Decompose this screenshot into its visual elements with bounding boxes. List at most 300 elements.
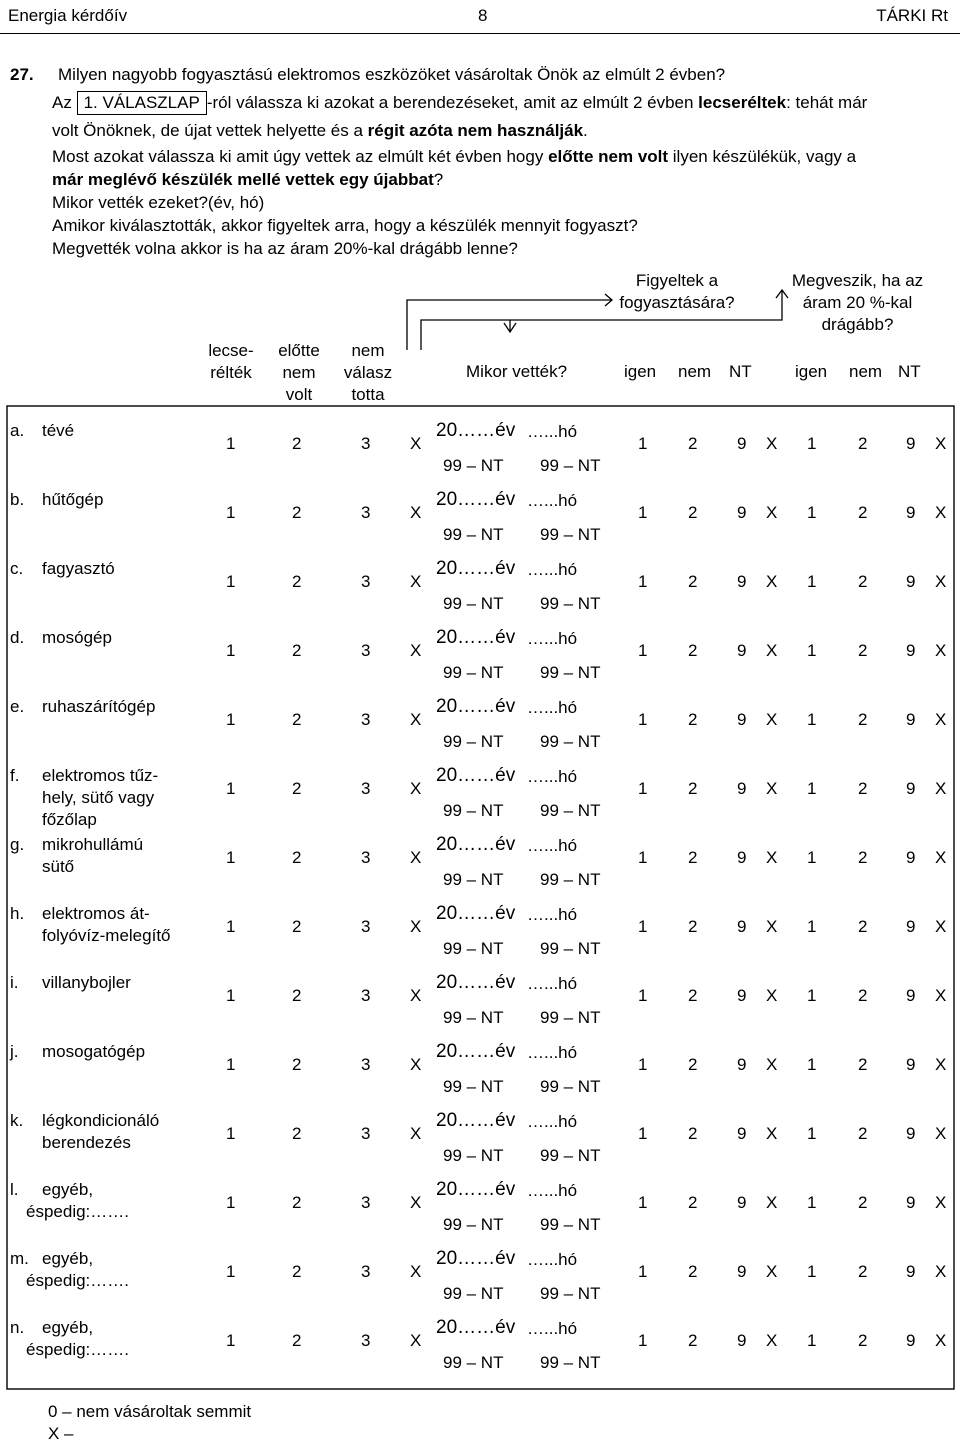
row-letter: d. [10, 628, 25, 647]
year-field[interactable]: 20……év [436, 972, 516, 993]
meg-code-x[interactable]: X [935, 434, 947, 453]
code-3[interactable]: 3 [361, 503, 371, 522]
column-header-figyeltek [612, 270, 742, 314]
meg-code-x[interactable]: X [935, 572, 947, 591]
meg-code-1[interactable]: 1 [807, 848, 817, 867]
year-field[interactable]: 20……év [436, 696, 516, 717]
code-3[interactable]: 3 [361, 434, 371, 453]
fig-code-9[interactable]: 9 [737, 1262, 747, 1281]
month-nt[interactable]: 99 – NT [540, 594, 601, 613]
fig-code-2[interactable]: 2 [688, 1331, 698, 1350]
fig-code-x[interactable]: X [766, 1124, 778, 1143]
month-nt[interactable]: 99 – NT [540, 456, 601, 475]
meg-code-2[interactable]: 2 [858, 779, 868, 798]
month-field[interactable]: …...hó [527, 905, 578, 924]
text: rélték [210, 363, 252, 382]
meg-code-x[interactable]: X [935, 1193, 947, 1212]
row-label: hely, sütő vagy [42, 788, 155, 807]
bold-lecsereltek: lecseréltek [698, 93, 787, 112]
row-label: elektromos át- [42, 904, 150, 923]
meg-code-2[interactable]: 2 [858, 1262, 868, 1281]
meg-code-9[interactable]: 9 [906, 917, 916, 936]
year-nt[interactable]: 99 – NT [443, 1077, 504, 1096]
code-2[interactable]: 2 [292, 1331, 302, 1350]
option-nt-2: NT [898, 362, 921, 381]
year-nt[interactable]: 99 – NT [443, 1284, 504, 1303]
month-field[interactable]: …...hó [527, 491, 578, 510]
month-nt[interactable]: 99 – NT [540, 939, 601, 958]
meg-code-1[interactable]: 1 [807, 779, 817, 798]
fig-code-1[interactable]: 1 [638, 1262, 648, 1281]
meg-code-2[interactable]: 2 [858, 848, 868, 867]
meg-code-9[interactable]: 9 [906, 1124, 916, 1143]
meg-code-9[interactable]: 9 [906, 572, 916, 591]
meg-code-1[interactable]: 1 [807, 572, 817, 591]
text: drágább? [821, 315, 894, 334]
row-letter: e. [10, 697, 25, 716]
year-field[interactable]: 20……év [436, 903, 516, 924]
row-label: folyóvíz-melegítő [42, 926, 171, 945]
meg-code-9[interactable]: 9 [906, 986, 916, 1005]
meg-code-9[interactable]: 9 [906, 434, 916, 453]
code-2[interactable]: 2 [292, 848, 302, 867]
year-field[interactable]: 20……év [436, 1179, 516, 1200]
fig-code-9[interactable]: 9 [737, 434, 747, 453]
year-field[interactable]: 20……év [436, 834, 516, 855]
month-field[interactable]: …...hó [527, 1112, 578, 1131]
code-x[interactable]: X [410, 1262, 422, 1281]
meg-code-9[interactable]: 9 [906, 848, 916, 867]
meg-code-2[interactable]: 2 [858, 917, 868, 936]
meg-code-1[interactable]: 1 [807, 1331, 817, 1350]
meg-code-2[interactable]: 2 [858, 641, 868, 660]
year-field[interactable]: 20……év [436, 420, 516, 441]
code-1[interactable]: 1 [226, 1055, 236, 1074]
month-field[interactable]: …...hó [527, 1043, 578, 1062]
code-3[interactable]: 3 [361, 1262, 371, 1281]
fig-code-2[interactable]: 2 [688, 1055, 698, 1074]
code-2[interactable]: 2 [292, 434, 302, 453]
meg-code-x[interactable]: X [935, 1055, 947, 1074]
code-3[interactable]: 3 [361, 1124, 371, 1143]
year-field[interactable]: 20……év [436, 1110, 516, 1131]
month-field[interactable]: …...hó [527, 560, 578, 579]
code-2[interactable]: 2 [292, 986, 302, 1005]
fig-code-x[interactable]: X [766, 1331, 778, 1350]
option-nem-2: nem [849, 362, 883, 381]
year-nt[interactable]: 99 – NT [443, 663, 504, 682]
text: fogyasztására? [619, 293, 735, 312]
meg-code-1[interactable]: 1 [807, 917, 817, 936]
code-1[interactable]: 1 [226, 572, 236, 591]
fig-code-1[interactable]: 1 [638, 572, 648, 591]
code-x[interactable]: X [410, 434, 422, 453]
meg-code-2[interactable]: 2 [858, 503, 868, 522]
row-letter: h. [10, 904, 25, 923]
meg-code-9[interactable]: 9 [906, 710, 916, 729]
code-2[interactable]: 2 [292, 641, 302, 660]
meg-code-x[interactable]: X [935, 779, 947, 798]
month-nt[interactable]: 99 – NT [540, 801, 601, 820]
text: volt [285, 385, 313, 404]
text: nem [282, 363, 316, 382]
year-field[interactable]: 20……év [436, 765, 516, 786]
bold-text: már meglévő készülék mellé vettek egy újabbat [52, 170, 434, 189]
code-1[interactable]: 1 [226, 1262, 236, 1281]
code-1[interactable]: 1 [226, 710, 236, 729]
meg-code-x[interactable]: X [935, 710, 947, 729]
question-number: 27. [10, 65, 34, 84]
month-field[interactable]: …...hó [527, 1319, 578, 1338]
month-field[interactable]: …...hó [527, 836, 578, 855]
code-2[interactable]: 2 [292, 779, 302, 798]
footer-code-x: X – [48, 1424, 74, 1443]
row-letter: g. [10, 835, 25, 854]
fig-code-x[interactable]: X [766, 986, 778, 1005]
code-3[interactable]: 3 [361, 572, 371, 591]
meg-code-1[interactable]: 1 [807, 986, 817, 1005]
fig-code-x[interactable]: X [766, 572, 778, 591]
fig-code-1[interactable]: 1 [638, 1124, 648, 1143]
year-field[interactable]: 20……év [436, 1041, 516, 1062]
option-nt-1: NT [729, 362, 752, 381]
question-line-8: Megvették volna akkor is ha az áram 20%-kal drágább lenne? [52, 239, 518, 258]
row-letter: a. [10, 421, 25, 440]
text: Figyeltek a [635, 271, 719, 290]
code-1[interactable]: 1 [226, 434, 236, 453]
meg-code-2[interactable]: 2 [858, 1331, 868, 1350]
code-2[interactable]: 2 [292, 1055, 302, 1074]
fig-code-2[interactable]: 2 [688, 986, 698, 1005]
fig-code-2[interactable]: 2 [688, 1262, 698, 1281]
code-x[interactable]: X [410, 917, 422, 936]
code-x[interactable]: X [410, 1124, 422, 1143]
code-x[interactable]: X [410, 848, 422, 867]
fig-code-1[interactable]: 1 [638, 779, 648, 798]
fig-code-1[interactable]: 1 [638, 1193, 648, 1212]
meg-code-9[interactable]: 9 [906, 1262, 916, 1281]
row-label: hűtőgép [42, 490, 104, 509]
code-x[interactable]: X [410, 1193, 422, 1212]
code-2[interactable]: 2 [292, 1124, 302, 1143]
month-nt[interactable]: 99 – NT [540, 732, 601, 751]
year-nt[interactable]: 99 – NT [443, 525, 504, 544]
fig-code-1[interactable]: 1 [638, 503, 648, 522]
year-nt[interactable]: 99 – NT [443, 801, 504, 820]
code-3[interactable]: 3 [361, 986, 371, 1005]
year-field[interactable]: 20……év [436, 1248, 516, 1269]
month-field[interactable]: …...hó [527, 974, 578, 993]
row-letter: i. [10, 973, 19, 992]
text: áram 20 %-kal [802, 293, 913, 312]
meg-code-2[interactable]: 2 [858, 1193, 868, 1212]
fig-code-9[interactable]: 9 [737, 848, 747, 867]
row-label: éspedig:……. [26, 1202, 129, 1221]
fig-code-9[interactable]: 9 [737, 917, 747, 936]
fig-code-1[interactable]: 1 [638, 1331, 648, 1350]
text: ? [433, 170, 444, 189]
month-field[interactable]: …...hó [527, 629, 578, 648]
header-left: Energia kérdőív [8, 6, 128, 25]
text: Most azokat válassza ki amit úgy vettek az elmúlt két évben hogy [52, 147, 549, 166]
fig-code-2[interactable]: 2 [688, 779, 698, 798]
meg-code-9[interactable]: 9 [906, 1055, 916, 1074]
meg-code-1[interactable]: 1 [807, 710, 817, 729]
month-field[interactable]: …...hó [527, 698, 578, 717]
fig-code-2[interactable]: 2 [688, 710, 698, 729]
code-x[interactable]: X [410, 1331, 422, 1350]
fig-code-9[interactable]: 9 [737, 1193, 747, 1212]
code-x[interactable]: X [410, 779, 422, 798]
meg-code-1[interactable]: 1 [807, 434, 817, 453]
month-nt[interactable]: 99 – NT [540, 525, 601, 544]
meg-code-2[interactable]: 2 [858, 986, 868, 1005]
code-1[interactable]: 1 [226, 848, 236, 867]
code-x[interactable]: X [410, 572, 422, 591]
code-2[interactable]: 2 [292, 1262, 302, 1281]
page-number: 8 [478, 6, 488, 25]
meg-code-2[interactable]: 2 [858, 1055, 868, 1074]
month-field[interactable]: …...hó [527, 422, 578, 441]
fig-code-9[interactable]: 9 [737, 1055, 747, 1074]
month-field[interactable]: …...hó [527, 767, 578, 786]
meg-code-9[interactable]: 9 [906, 1193, 916, 1212]
meg-code-1[interactable]: 1 [807, 1262, 817, 1281]
fig-code-2[interactable]: 2 [688, 503, 698, 522]
code-3[interactable]: 3 [361, 1055, 371, 1074]
row-letter: f. [10, 766, 20, 785]
month-nt[interactable]: 99 – NT [540, 1008, 601, 1027]
code-3[interactable]: 3 [361, 1193, 371, 1212]
meg-code-9[interactable]: 9 [906, 1331, 916, 1350]
meg-code-x[interactable]: X [935, 1262, 947, 1281]
code-x[interactable]: X [410, 710, 422, 729]
year-field[interactable]: 20……év [436, 489, 516, 510]
meg-code-x[interactable]: X [935, 986, 947, 1005]
fig-code-1[interactable]: 1 [638, 848, 648, 867]
code-3[interactable]: 3 [361, 641, 371, 660]
row-label: éspedig:……. [26, 1340, 129, 1359]
bold-text: előtte nem volt [548, 147, 669, 166]
question-title: Milyen nagyobb fogyasztású elektromos eszközöket vásároltak Önök az elmúlt 2 évben? [58, 65, 726, 84]
fig-code-x[interactable]: X [766, 641, 778, 660]
fig-code-2[interactable]: 2 [688, 917, 698, 936]
fig-code-9[interactable]: 9 [737, 641, 747, 660]
fig-code-9[interactable]: 9 [737, 503, 747, 522]
month-nt[interactable]: 99 – NT [540, 870, 601, 889]
month-field[interactable]: …...hó [527, 1181, 578, 1200]
text: válasz [343, 363, 393, 382]
meg-code-x[interactable]: X [935, 641, 947, 660]
fig-code-1[interactable]: 1 [638, 1055, 648, 1074]
meg-code-1[interactable]: 1 [807, 1055, 817, 1074]
row-label: mikrohullámú [42, 835, 144, 854]
code-2[interactable]: 2 [292, 1193, 302, 1212]
text-post: : tehát már [786, 93, 868, 112]
fig-code-x[interactable]: X [766, 1193, 778, 1212]
row-label: mosógép [42, 628, 112, 647]
row-letter: c. [10, 559, 24, 578]
year-nt[interactable]: 99 – NT [443, 594, 504, 613]
row-label: légkondicionáló [42, 1111, 160, 1130]
code-1[interactable]: 1 [226, 503, 236, 522]
code-1[interactable]: 1 [226, 917, 236, 936]
row-label: fagyasztó [42, 559, 115, 578]
code-2[interactable]: 2 [292, 917, 302, 936]
month-nt[interactable]: 99 – NT [540, 1146, 601, 1165]
fig-code-x[interactable]: X [766, 1262, 778, 1281]
code-1[interactable]: 1 [226, 986, 236, 1005]
fig-code-9[interactable]: 9 [737, 1331, 747, 1350]
code-1[interactable]: 1 [226, 1331, 236, 1350]
code-1[interactable]: 1 [226, 1124, 236, 1143]
row-label: éspedig:……. [26, 1271, 129, 1290]
row-label: egyéb, [42, 1318, 94, 1337]
text-az: Az [52, 93, 72, 112]
row-label: tévé [42, 421, 75, 440]
row-label: főzőlap [42, 810, 97, 829]
option-igen-2: igen [795, 362, 828, 381]
month-nt[interactable]: 99 – NT [540, 1215, 601, 1234]
meg-code-2[interactable]: 2 [858, 572, 868, 591]
year-nt[interactable]: 99 – NT [443, 1215, 504, 1234]
column-header-nem-valaszolta [333, 340, 403, 406]
fig-code-x[interactable]: X [766, 917, 778, 936]
meg-code-9[interactable]: 9 [906, 779, 916, 798]
year-nt[interactable]: 99 – NT [443, 1353, 504, 1372]
meg-code-9[interactable]: 9 [906, 503, 916, 522]
code-3[interactable]: 3 [361, 848, 371, 867]
meg-code-9[interactable]: 9 [906, 641, 916, 660]
year-nt[interactable]: 99 – NT [443, 456, 504, 475]
fig-code-2[interactable]: 2 [688, 848, 698, 867]
year-nt[interactable]: 99 – NT [443, 732, 504, 751]
row-label: sütő [42, 857, 75, 876]
code-1[interactable]: 1 [226, 641, 236, 660]
text: előtte [278, 341, 320, 360]
text-mid: -ról válassza ki azokat a berendezéseket, amit az elmúlt 2 évben [206, 93, 699, 112]
year-field[interactable]: 20……év [436, 558, 516, 579]
code-1[interactable]: 1 [226, 1193, 236, 1212]
row-label: elektromos tűz- [42, 766, 159, 785]
meg-code-1[interactable]: 1 [807, 503, 817, 522]
text: ilyen készülékük, vagy a [668, 147, 857, 166]
column-header-megveszik [785, 270, 930, 336]
code-1[interactable]: 1 [226, 779, 236, 798]
code-2[interactable]: 2 [292, 572, 302, 591]
meg-code-1[interactable]: 1 [807, 1124, 817, 1143]
fig-code-1[interactable]: 1 [638, 710, 648, 729]
code-2[interactable]: 2 [292, 710, 302, 729]
year-nt[interactable]: 99 – NT [443, 870, 504, 889]
year-nt[interactable]: 99 – NT [443, 1008, 504, 1027]
fig-code-1[interactable]: 1 [638, 434, 648, 453]
meg-code-1[interactable]: 1 [807, 1193, 817, 1212]
row-letter: b. [10, 490, 25, 509]
meg-code-2[interactable]: 2 [858, 1124, 868, 1143]
month-nt[interactable]: 99 – NT [540, 1284, 601, 1303]
row-label: ruhaszárítógép [42, 697, 156, 716]
year-field[interactable]: 20……év [436, 627, 516, 648]
text: volt Önöknek, de újat vettek helyette és a [52, 121, 368, 140]
fig-code-9[interactable]: 9 [737, 1124, 747, 1143]
fig-code-2[interactable]: 2 [688, 572, 698, 591]
fig-code-1[interactable]: 1 [638, 917, 648, 936]
code-3[interactable]: 3 [361, 779, 371, 798]
row-label: egyéb, [42, 1249, 94, 1268]
column-header-elotte-nem-volt [264, 340, 334, 406]
text: lecse- [208, 341, 254, 360]
text: nem [351, 341, 385, 360]
meg-code-x[interactable]: X [935, 848, 947, 867]
month-field[interactable]: …...hó [527, 1250, 578, 1269]
option-igen-1: igen [624, 362, 657, 381]
code-2[interactable]: 2 [292, 503, 302, 522]
month-nt[interactable]: 99 – NT [540, 1077, 601, 1096]
meg-code-x[interactable]: X [935, 1124, 947, 1143]
row-letter: j. [10, 1042, 19, 1061]
year-nt[interactable]: 99 – NT [443, 1146, 504, 1165]
fig-code-9[interactable]: 9 [737, 572, 747, 591]
code-3[interactable]: 3 [361, 710, 371, 729]
meg-code-1[interactable]: 1 [807, 641, 817, 660]
fig-code-2[interactable]: 2 [688, 1124, 698, 1143]
code-3[interactable]: 3 [361, 917, 371, 936]
fig-code-1[interactable]: 1 [638, 641, 648, 660]
fig-code-9[interactable]: 9 [737, 710, 747, 729]
fig-code-x[interactable]: X [766, 503, 778, 522]
fig-code-x[interactable]: X [766, 710, 778, 729]
question-line-6: Mikor vették ezeket?(év, hó) [52, 193, 265, 212]
question-line-7: Amikor kiválasztották, akkor figyeltek arra, hogy a készülék mennyit fogyaszt? [52, 216, 638, 235]
text: totta [351, 385, 385, 404]
meg-code-2[interactable]: 2 [858, 710, 868, 729]
row-letter: l. [10, 1180, 19, 1199]
fig-code-9[interactable]: 9 [737, 986, 747, 1005]
fig-code-x[interactable]: X [766, 434, 778, 453]
column-header-lecsereltek [196, 340, 266, 384]
meg-code-x[interactable]: X [935, 503, 947, 522]
code-x[interactable]: X [410, 641, 422, 660]
fig-code-2[interactable]: 2 [688, 1193, 698, 1212]
row-label: villanybojler [42, 973, 131, 992]
row-letter: k. [10, 1111, 24, 1130]
year-field[interactable]: 20……év [436, 1317, 516, 1338]
meg-code-x[interactable]: X [935, 1331, 947, 1350]
valaszlap-label: 1. VÁLASZLAP [83, 93, 200, 112]
row-label: egyéb, [42, 1180, 94, 1199]
meg-code-x[interactable]: X [935, 917, 947, 936]
year-nt[interactable]: 99 – NT [443, 939, 504, 958]
code-x[interactable]: X [410, 1055, 422, 1074]
month-nt[interactable]: 99 – NT [540, 663, 601, 682]
code-x[interactable]: X [410, 986, 422, 1005]
fig-code-x[interactable]: X [766, 1055, 778, 1074]
row-label: berendezés [42, 1133, 131, 1152]
month-nt[interactable]: 99 – NT [540, 1353, 601, 1372]
fig-code-x[interactable]: X [766, 848, 778, 867]
meg-code-2[interactable]: 2 [858, 434, 868, 453]
code-x[interactable]: X [410, 503, 422, 522]
fig-code-2[interactable]: 2 [688, 434, 698, 453]
fig-code-2[interactable]: 2 [688, 641, 698, 660]
text: Megveszik, ha az [791, 271, 924, 290]
text: . [583, 121, 588, 140]
fig-code-x[interactable]: X [766, 779, 778, 798]
fig-code-1[interactable]: 1 [638, 986, 648, 1005]
fig-code-9[interactable]: 9 [737, 779, 747, 798]
code-3[interactable]: 3 [361, 1331, 371, 1350]
